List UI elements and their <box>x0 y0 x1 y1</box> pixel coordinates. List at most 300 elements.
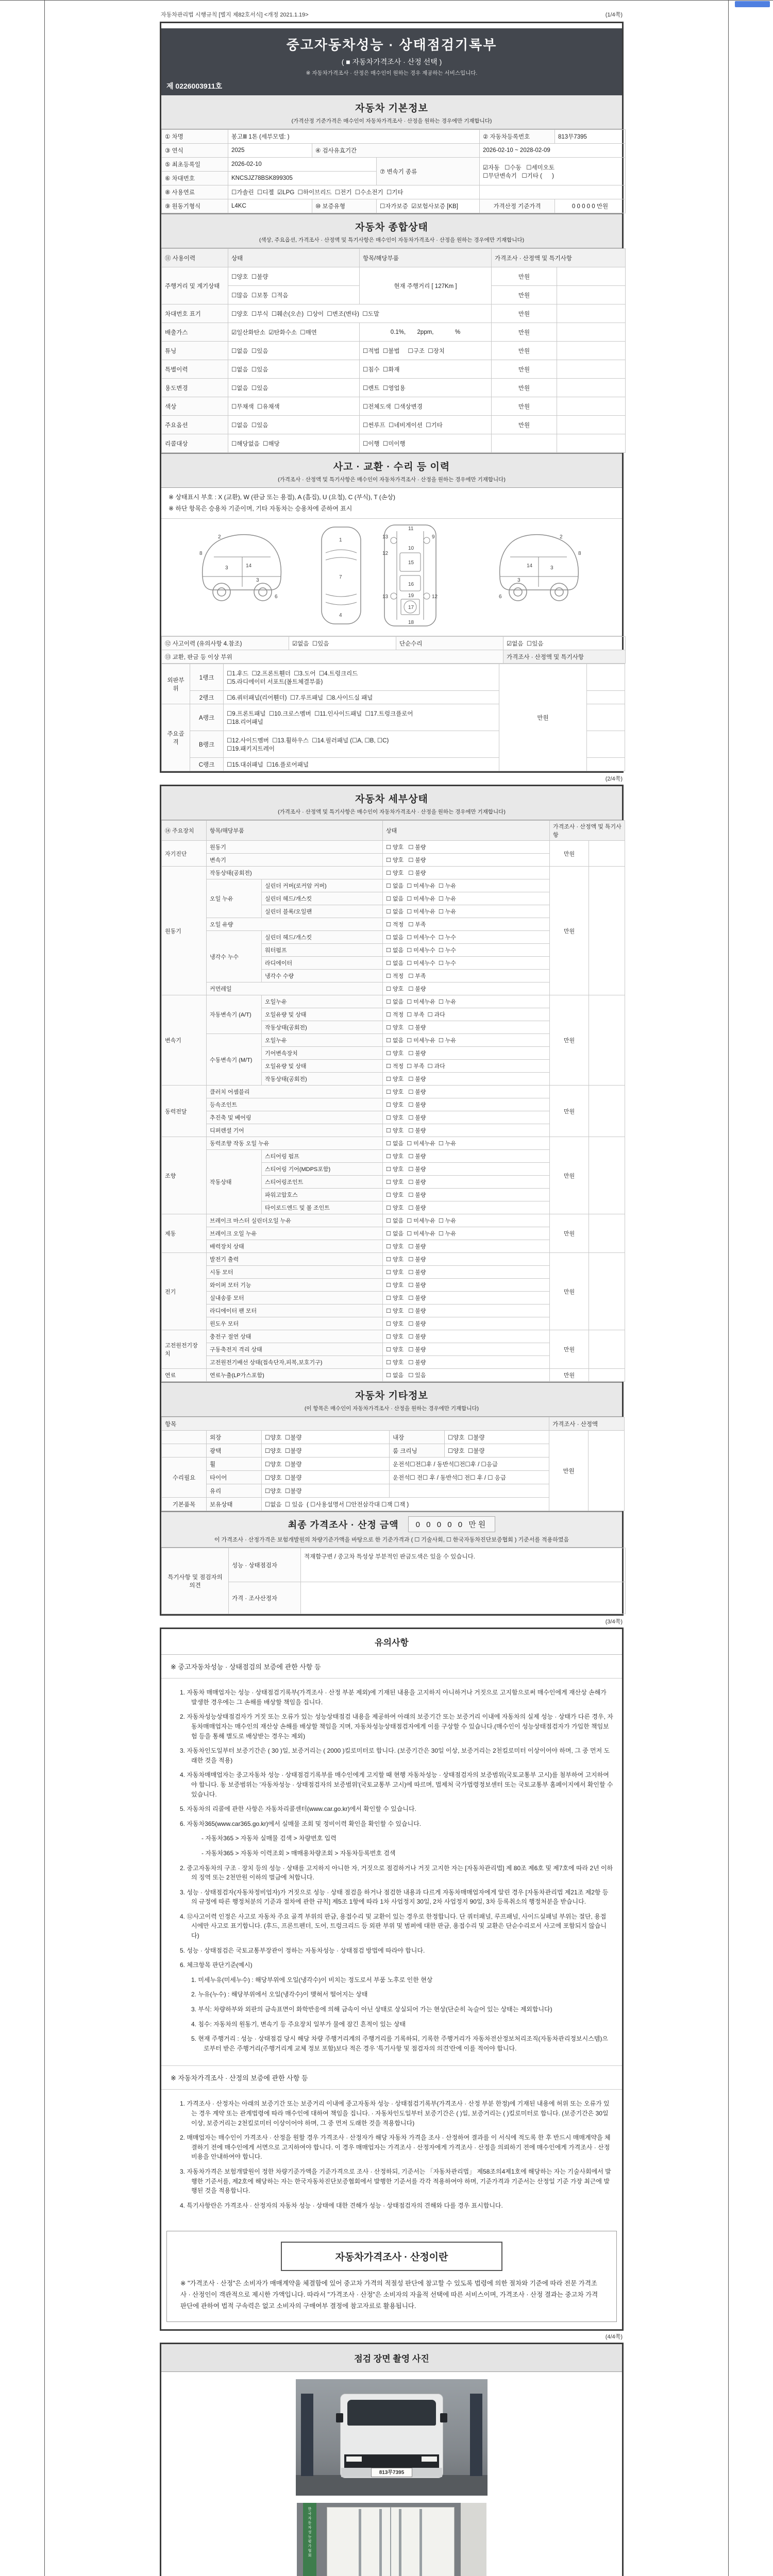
inspection-photo-front <box>296 2379 488 2496</box>
item-cell: 기어변속장치 <box>262 1047 383 1060</box>
state-checkboxes[interactable]: ☐ 양호 ☐ 불량 <box>383 1356 550 1369</box>
page-marker-1: (1/4쪽) <box>605 12 623 18</box>
empty-cell <box>589 841 625 867</box>
group-electric: 전기 <box>162 1253 207 1330</box>
page-2 <box>160 785 624 1616</box>
empty-cell <box>587 664 625 691</box>
table-row <box>162 416 626 434</box>
table-row <box>162 664 625 691</box>
accident-title: 사고 · 교환 · 수리 등 이력 <box>333 462 450 472</box>
item-cell: 스티어링조인트 <box>262 1176 383 1189</box>
state-checkboxes[interactable]: ☐ 양호 ☐ 불량 <box>383 1266 550 1279</box>
state-checkboxes[interactable]: ☐ 없음 ☐ 미세누유 ☐ 누유 <box>383 1034 550 1047</box>
notice-section-1: ※ 중고자동차성능 · 상태점검의 보증에 관한 사항 등 <box>161 1655 622 1679</box>
item-cell: 시동 모터 <box>207 1266 383 1279</box>
transmission-checkboxes[interactable] <box>480 158 626 185</box>
sub-oil-leak: 오일 누유 <box>207 879 262 918</box>
photo-floor <box>296 2475 488 2496</box>
item-cell: 파워고압호스 <box>262 1189 383 1201</box>
state-checkboxes[interactable]: ☐ 없음 ☐ 미세누유 ☐ 누유 <box>383 879 550 892</box>
item-cell: 실린더 헤드/개스킷 <box>262 892 383 905</box>
accident-history-checkboxes[interactable]: ☑없음 ☐있음 <box>289 637 396 650</box>
state-checkboxes[interactable]: ☐ 적정 ☐ 부족 ☐ 과다 <box>383 1008 550 1021</box>
item-cell: 오일유량 및 상태 <box>262 1008 383 1021</box>
cargo-door-split <box>390 2507 391 2576</box>
truck-headlight-left <box>346 2456 362 2462</box>
col-device: ⑭ 주요장치 <box>162 821 207 841</box>
wheel-position-checkboxes[interactable]: 운전석☐전☐후 / 동반석☐전☐후 / ☐응급 <box>390 1458 549 1471</box>
door-lock-rod <box>379 2509 382 2576</box>
state-checkboxes[interactable]: ☐ 양호 ☐ 불량 <box>383 982 550 995</box>
empty-cell <box>589 867 625 995</box>
price-cell: 만원 <box>550 1369 589 1382</box>
rankC-checkboxes[interactable]: ☐15.대쉬패널 ☐16.플로어패널 <box>224 758 499 771</box>
item-cell: 실린더 커버(로커암 커버) <box>262 879 383 892</box>
empty-cell <box>557 286 626 304</box>
state-checkboxes[interactable]: ☐ 양호 ☐ 불량 <box>383 1253 550 1266</box>
first-reg-label: ⑤ 최초등록일 <box>162 158 228 172</box>
price-cell: 만원 <box>492 286 557 304</box>
post-association-text: 한국자동차성능평가협회 <box>308 2506 311 2558</box>
state-checkboxes[interactable]: ☐ 양호 ☐ 불량 <box>383 1073 550 1086</box>
recall-state[interactable]: ☐해당없음 ☐해당 <box>228 434 360 453</box>
holding-state-checkboxes[interactable]: ☐없음 ☐ 있음 ( ☐사용설명서 ☐안전삼각대 ☐잭 ☐잭 ) <box>262 1498 549 1511</box>
item-cell: 라디에이터 팬 모터 <box>207 1304 383 1317</box>
group-steering: 조향 <box>162 1137 207 1214</box>
table-row <box>162 304 626 323</box>
svg-text:2: 2 <box>560 534 563 540</box>
item-cell: 작동상태(공회전) <box>262 1073 383 1086</box>
price-cell: 만원 <box>550 995 589 1086</box>
sub-coolant-leak: 냉각수 누수 <box>207 931 262 982</box>
svg-text:6: 6 <box>499 594 502 600</box>
mileage-state-2[interactable]: ☐많음 ☐보통 ☐적음 <box>228 286 360 304</box>
svg-text:14: 14 <box>246 563 252 569</box>
state-checkboxes[interactable]: ☐ 양호 ☐ 불량 <box>383 1150 550 1163</box>
notice-item: 3. 자동차인도일부터 보증기간은 ( 30 )일, 보증거리는 ( 2000 )킬로미터로 합니다. (보증기간은 30일 이상, 보증거리는 2천킬로미터 이상이어야 하며, 그 중 먼저 도래한 것을 적용) <box>180 1747 610 1764</box>
empty-cell <box>587 691 625 704</box>
table-row <box>162 185 626 199</box>
price-cell: 만원 <box>550 1253 589 1330</box>
transmission-line2[interactable]: ☐무단변속기 ☐기타 ( ) <box>483 173 554 179</box>
polish-label: 광택 <box>207 1444 262 1458</box>
table-row <box>162 199 626 213</box>
tire-checkboxes[interactable]: ☐양호 ☐불량 <box>262 1471 390 1484</box>
price-cell: 만원 <box>550 841 589 867</box>
color-state[interactable]: ☐무채색 ☐유채색 <box>228 397 360 416</box>
main-option-parts[interactable]: ☐썬루프 ☐네비게이션 ☐기타 <box>360 416 492 434</box>
usage-change-parts[interactable]: ☐렌트 ☐영업용 <box>360 379 492 397</box>
inspection-photo-rear <box>297 2503 486 2576</box>
svg-text:13: 13 <box>382 534 389 540</box>
state-checkboxes[interactable]: ☐ 양호 ☐ 불량 <box>383 1124 550 1137</box>
etc-band <box>161 1382 622 1417</box>
sub-at: 자동변속기 (A/T) <box>207 995 262 1034</box>
table-header-row <box>162 1417 625 1431</box>
table-row <box>162 342 626 360</box>
emission-label: 배출가스 <box>162 323 228 342</box>
table-header-row <box>162 249 626 267</box>
rank1-line1[interactable]: ☐1.후드 ☐2.프론트휀더 ☐3.도어 ☐4.트렁크리드 <box>227 670 358 677</box>
rankA-label: A랭크 <box>190 704 224 731</box>
form-rule-note: 자동차관리법 시행규칙 [별지 제82호서식] <개정 2021.1.19> <box>161 12 309 18</box>
legend-line-1: ※ 상태표시 부호 : X (교환), W (판금 또는 용접), A (흠집), U (요철), C (부식), T (손상) <box>169 494 395 501</box>
item-cell: 스티어링 펌프 <box>262 1150 383 1163</box>
item-cell: 커먼레일 <box>207 982 383 995</box>
table-row <box>162 267 626 286</box>
fuel-checkboxes[interactable]: ☐가솔린 ☐디젤 ☑LPG ☐하이브리드 ☐전기 ☐수소전기 ☐기타 <box>228 185 480 199</box>
empty-cell <box>557 379 626 397</box>
notice-item: 4. 자동차매매업자는 중고자동차 성능 · 상태점검기록부를 매수인에게 고지할 때 현행 자동차성능 · 상태점검자의 보증범위(국토교통부 고시)를 첨부하여 고지하여야 합니다. 동 보증범위는 '자동차성능 · 상태점검자의 보증범위'(국토교통부 고시)에 따르며, 법제처 국가법령정보센터 또는 국토교통부 홈페이지에서 확인할 수 있습니다. <box>180 1771 613 1798</box>
legend-line-2: ※ 하단 항목은 승용차 기준이며, 기타 자동차는 승용차에 준하여 표시 <box>169 504 352 512</box>
svg-text:1: 1 <box>339 537 342 544</box>
state-checkboxes[interactable]: ☐ 양호 ☐ 불량 <box>383 1343 550 1356</box>
detail-note: (가격조사 · 산정액 및 특기사항은 매수인이 자동차가격조사 · 산정을 원하는 경우에만 기재합니다) <box>278 809 506 816</box>
empty-cell <box>589 995 625 1086</box>
table-row <box>162 144 626 158</box>
rankC-label: C랭크 <box>190 758 224 771</box>
car-damage-diagram <box>161 519 622 636</box>
state-checkboxes[interactable]: ☐ 적정 ☐ 부족 <box>383 970 550 982</box>
rankA-line2[interactable]: ☐18.리어패널 <box>227 719 263 725</box>
recall-parts[interactable]: ☐이행 ☐미이행 <box>360 434 492 453</box>
col-item: 항목/해당부품 <box>207 821 383 841</box>
svg-text:10: 10 <box>408 546 414 552</box>
svg-text:15: 15 <box>408 560 414 566</box>
state-checkboxes[interactable]: ☐ 없음 ☐ 미세누유 ☐ 누유 <box>383 995 550 1008</box>
state-checkboxes[interactable]: ☐ 없음 ☐ 미세누수 ☐ 누수 <box>383 944 550 957</box>
svg-text:9: 9 <box>432 534 435 540</box>
fuel-label: ⑧ 사용연료 <box>162 185 228 199</box>
final-price-band <box>161 1511 622 1548</box>
photo-section-title: 점검 장면 촬영 사진 <box>161 2344 622 2372</box>
item-cell: 작동상태(공회전) <box>207 867 383 879</box>
special-history-parts[interactable]: ☐침수 ☐화재 <box>360 360 492 379</box>
detail-title: 자동차 세부상태 <box>355 794 428 805</box>
appraiser-label: 가격 · 조사산정자 <box>229 1582 301 1614</box>
notice-item: - 자동차365 > 자동차 실매물 검색 > 차량번호 입력 <box>201 1835 337 1842</box>
warranty-label: ⑩ 보증유형 <box>312 199 377 213</box>
rank2-checkboxes[interactable]: ☐6.쿼터패널(리어휀더) ☐7.루프패널 ☐8.사이드실 패널 <box>224 691 499 704</box>
svg-text:3: 3 <box>225 565 228 571</box>
year-label: ③ 연식 <box>162 144 228 158</box>
special-history-label: 특별이력 <box>162 360 228 379</box>
notice-item: 1. 미세누유(미세누수) : 해당부위에 오일(냉각수)이 비치는 정도로서 부품 노후로 인한 현상 <box>191 1976 433 1984</box>
table-row <box>162 379 626 397</box>
item-cell: 윈도우 모터 <box>207 1317 383 1330</box>
item-cell: 연료누출(LP가스포함) <box>207 1369 383 1382</box>
report-service-note: ※ 자동차가격조사 · 산정은 매수인이 원하는 경우 제공하는 서비스입니다. <box>306 70 478 76</box>
item-cell: 추진축 및 베어링 <box>207 1111 383 1124</box>
item-cell: 오일유량 및 상태 <box>262 1060 383 1073</box>
empty-cell <box>589 1330 625 1369</box>
empty-cell <box>390 1484 549 1498</box>
first-reg-value: 2026-02-10 <box>228 158 377 172</box>
state-checkboxes[interactable]: ☐ 양호 ☐ 불량 <box>383 1086 550 1098</box>
rankA-checkboxes[interactable] <box>224 704 499 731</box>
engine-type-value: L4KC <box>228 199 312 213</box>
state-checkboxes[interactable]: ☐ 없음 ☐ 미세누수 ☐ 누수 <box>383 957 550 970</box>
document-number: 제 0226003911호 <box>166 82 223 90</box>
recall-label: 리콜대상 <box>162 434 228 453</box>
vin-mark-label: 차대번호 표기 <box>162 304 228 323</box>
table-row <box>162 434 626 453</box>
room-cleaning-checkboxes[interactable]: ☐양호 ☐불량 <box>445 1444 549 1458</box>
table-row <box>162 637 626 650</box>
notice-item: 6. 자동차365(www.car365.go.kr)에서 실매물 조회 및 정비이력 확인을 확인할 수 있습니다. <box>180 1820 422 1827</box>
notice-body-1 <box>161 1679 622 2065</box>
truck-headlight-right <box>422 2456 437 2462</box>
state-checkboxes[interactable]: ☐ 양호 ☐ 불량 <box>383 1021 550 1034</box>
table-row <box>162 1582 626 1614</box>
etc-col-item: 항목 <box>162 1417 549 1431</box>
svg-text:4: 4 <box>339 613 342 619</box>
empty-cell <box>480 185 626 199</box>
appraiser-opinion <box>301 1582 626 1614</box>
main-option-state[interactable]: ☐없음 ☐있음 <box>228 416 360 434</box>
notice-item: 2. 자동차성능상태점검자가 거짓 또는 오류가 있는 성능상태점검 내용을 제공하여 아래의 보증기간 또는 보증거리 이내에 자동차의 실제 성능 · 상태가 다른 경우, 자동차매매업자는 매수인의 재산상 손해를 배상할 책임을 지며, 자동차성능상태점검자에게 이를 구상할 수 있습니다.(매수인이 성능상태점검자가 가입한 책임보험 등을 통해 별도로 배상받는 경우는 제외) <box>180 1713 613 1740</box>
table-row <box>162 360 626 379</box>
engine-type-label: ⑨ 원동기형식 <box>162 199 228 213</box>
overall-band <box>161 213 622 248</box>
table-row <box>162 158 626 172</box>
item-cell: 실린더 블록/오일팬 <box>262 905 383 918</box>
notice-item: 3. 부식: 차량하부와 외판의 금속표면이 화학반응에 의해 금속이 아닌 상태로 상실되어 가는 현상(단순히 녹슬어 있는 상태는 제외합니다) <box>191 2006 552 2013</box>
color-label: 색상 <box>162 397 228 416</box>
price-cell: 만원 <box>492 360 557 379</box>
final-price-value: 0 0 0 0 0 만원 <box>408 1516 496 1532</box>
item-cell: 고전원전기배선 상태(접속단자,피복,보호기구) <box>207 1356 383 1369</box>
price-cell: 만원 <box>492 397 557 416</box>
notice-item: 3. 성능 · 상태점검자(자동차정비업자)가 거짓으로 성능 · 상태 점검을 하거나 점검한 내용과 다르게 자동차매매업자에게 알린 경우 [자동차관리법 제21조 제2항 등의 규정에 따른 행정처분의 기준과 절차에 관한 규칙] 제5조 1항에 따라 1차 사업정지 30일, 2차 사업정지 90일, 3차 등록취소의 행정처분을 받습니다. <box>180 1888 609 1906</box>
state-checkboxes[interactable]: ☐ 양호 ☐ 불량 <box>383 1176 550 1189</box>
svg-text:3: 3 <box>256 578 259 584</box>
item-cell: 타이로드엔드 및 볼 조인트 <box>262 1201 383 1214</box>
overall-title: 자동차 종합상태 <box>355 222 428 233</box>
vin-label: ⑥ 차대번호 <box>162 172 228 185</box>
etc-table <box>161 1417 625 1511</box>
rank1-checkboxes[interactable] <box>224 664 499 691</box>
simple-repair-checkboxes[interactable]: ☑없음 ☐있음 <box>503 637 626 650</box>
panel-rank-table <box>161 664 625 771</box>
item-cell: 브레이크 오일 누유 <box>207 1227 383 1240</box>
transmission-line1[interactable]: ☑자동 ☐수동 ☐세미오토 <box>483 164 554 171</box>
item-cell: 배력장치 상태 <box>207 1240 383 1253</box>
mileage-current: 현재 주행거리 [ 127Km ] <box>360 267 492 304</box>
main-option-label: 주요옵션 <box>162 416 228 434</box>
inspection-label: ④ 검사유효기간 <box>312 144 480 158</box>
page-left-border <box>44 0 45 2576</box>
emission-checkboxes[interactable]: ☑일산화탄소 ☑탄화수소 ☐매연 <box>228 323 360 342</box>
state-checkboxes[interactable]: ☐ 양호 ☐ 불량 <box>383 1189 550 1201</box>
item-cell: 변속기 <box>207 854 383 867</box>
vin-mark-checkboxes[interactable]: ☐양호 ☐부식 ☐훼손(오손) ☐상이 ☐변조(변타) ☐도말 <box>228 304 492 323</box>
item-cell: 와이퍼 모터 기능 <box>207 1279 383 1292</box>
truck-windshield <box>347 2400 436 2426</box>
item-cell: 스티어링 기어(MDPS포함) <box>262 1163 383 1176</box>
wheel-label: 휠 <box>207 1458 262 1471</box>
price-cell: 만원 <box>550 867 589 995</box>
state-checkboxes[interactable]: ☐ 없음 ☐ 미세누유 ☐ 누유 <box>383 1137 550 1150</box>
price-cell: 만원 <box>492 304 557 323</box>
door-lock-rod <box>419 2509 422 2576</box>
background-car <box>461 2503 486 2576</box>
accident-note: (가격조사 · 산정액 및 특기사항은 매수인이 자동차가격조사 · 산정을 원하는 경우에만 기재합니다) <box>278 477 506 483</box>
state-checkboxes[interactable]: ☐ 없음 ☐ 미세누유 ☐ 누유 <box>383 1227 550 1240</box>
state-checkboxes[interactable]: ☐ 양호 ☐ 불량 <box>383 1240 550 1253</box>
state-checkboxes[interactable]: ☐ 없음 ☐ 미세누유 ☐ 누유 <box>383 892 550 905</box>
state-checkboxes[interactable]: ☐ 양호 ☐ 불량 <box>383 1279 550 1292</box>
state-checkboxes[interactable]: ☐ 양호 ☐ 불량 <box>383 867 550 879</box>
emission-values: 0.1%, 2ppm, % <box>360 323 492 342</box>
state-checkboxes[interactable]: ☐ 양호 ☐ 불량 <box>383 854 550 867</box>
state-checkboxes[interactable]: ☐ 양호 ☐ 불량 <box>383 1111 550 1124</box>
rankB-line2[interactable]: ☐19.패키지트레이 <box>227 745 275 752</box>
state-checkboxes[interactable]: ☐ 적정 ☐ 부족 ☐ 과다 <box>383 1060 550 1073</box>
viewer-chip[interactable] <box>735 1 770 7</box>
warranty-checkboxes[interactable]: ☐자가보증 ☑보험사보증 [KB] <box>377 199 480 213</box>
tuning-kind[interactable]: ☐구조 ☐장치 <box>408 348 445 354</box>
rank1-line2[interactable]: ☐5.라디에이터 서포트(볼트체결부품) <box>227 679 323 685</box>
group-fuel: 연료 <box>162 1369 207 1382</box>
car-name-value: 봉고Ⅲ 1톤 (세부모델: ) <box>228 130 480 144</box>
empty-cell <box>492 434 557 453</box>
item-cell: 등속조인트 <box>207 1098 383 1111</box>
holding-state-label: 보유상태 <box>207 1498 262 1511</box>
wheel-checkboxes[interactable]: ☐양호 ☐불량 <box>262 1458 390 1471</box>
page-marker-2: (2/4쪽) <box>605 776 623 783</box>
remarks-table <box>161 1548 626 1614</box>
price-definition-title: 자동차가격조사 · 산정이란 <box>281 2242 502 2271</box>
overall-table <box>161 248 626 453</box>
tuning-legal[interactable]: ☐적법 ☐불법 <box>363 348 400 354</box>
tuning-state[interactable]: ☐없음 ☐있음 <box>228 342 360 360</box>
rankB-line1[interactable]: ☐12.사이드멤버 ☐13.휠하우스 ☐14.필러패널 (☐A, ☐B, ☐C) <box>227 737 389 744</box>
svg-text:12: 12 <box>382 551 389 557</box>
state-checkboxes[interactable]: ☐ 양호 ☐ 불량 <box>383 1163 550 1176</box>
sub-mt: 수동변속기 (M/T) <box>207 1034 262 1086</box>
rankA-line1[interactable]: ☐9.프론트패널 ☐10.크로스멤버 ☐11.인사이드패널 ☐17.트렁크플로어 <box>227 710 413 717</box>
empty-cell <box>587 731 625 758</box>
svg-text:2: 2 <box>218 534 221 540</box>
main-frame-label: 주요골격 <box>162 704 190 771</box>
svg-text:19: 19 <box>408 593 414 599</box>
group-powertrain: 동력전달 <box>162 1086 207 1137</box>
svg-text:18: 18 <box>408 620 414 626</box>
state-checkboxes[interactable]: ☐ 없음 ☐ 미세누수 ☐ 누수 <box>383 931 550 944</box>
reg-no-label: ② 자동차등록번호 <box>480 130 555 144</box>
notice-item: 4. 침수: 자동차의 원동기, 변속기 등 주요장치 일부가 물에 잠긴 흔적이 있는 상태 <box>191 2020 406 2028</box>
truck-mirror-right <box>440 2413 447 2422</box>
svg-text:3: 3 <box>517 578 520 584</box>
state-checkboxes[interactable]: ☐ 양호 ☐ 불량 <box>383 1201 550 1214</box>
exterior-checkboxes[interactable]: ☐양호 ☐불량 <box>262 1431 390 1444</box>
price-cell: 만원 <box>492 416 557 434</box>
page-marker-4: (4/4쪽) <box>605 2333 623 2340</box>
price-cell: 만원 <box>549 1431 589 1511</box>
state-checkboxes[interactable]: ☐ 양호 ☐ 불량 <box>383 1047 550 1060</box>
table-row <box>162 1548 626 1582</box>
mileage-state-1[interactable]: ☐양호 ☐불량 <box>228 267 360 286</box>
special-history-state[interactable]: ☐없음 ☐있음 <box>228 360 360 379</box>
table-row <box>162 397 626 416</box>
rankB-checkboxes[interactable] <box>224 731 499 758</box>
price-cell: 만원 <box>499 664 587 771</box>
final-price-note[interactable]: 이 가격조사 · 산정가격은 보험개발원의 차량기준가액을 바탕으로 한 기준가격과 ( ☐ 기술사회, ☐ 한국자동차진단보증협회 ) 기준서를 적용하였음 <box>214 1537 569 1544</box>
empty-cell <box>162 1444 207 1458</box>
accident-history-label: ⑫ 사고이력 (유의사항 4.참조) <box>162 637 289 650</box>
svg-text:14: 14 <box>527 563 533 569</box>
exchange-section-label: ⑬ 교환, 판금 등 이상 부위 <box>162 650 503 664</box>
table-row <box>162 650 626 664</box>
group-highvoltage: 고전원전기장치 <box>162 1330 207 1369</box>
item-cell: 디퍼렌셜 기어 <box>207 1124 383 1137</box>
state-checkboxes[interactable]: ☐ 적정 ☐ 부족 <box>383 918 550 931</box>
inspector-opinion: 적재함구변 / 중고차 특성상 부분적인 판금도색은 있을 수 있습니다. <box>301 1548 626 1582</box>
accident-history-table <box>161 636 626 664</box>
svg-text:3: 3 <box>550 565 553 571</box>
group-brake: 제동 <box>162 1214 207 1253</box>
state-checkboxes[interactable]: ☐ 양호 ☐ 불량 <box>383 1098 550 1111</box>
price-cell: 만원 <box>550 1086 589 1137</box>
state-checkboxes[interactable]: ☐ 없음 ☐ 미세누유 ☐ 누유 <box>383 1214 550 1227</box>
color-parts[interactable]: ☐전체도색 ☐색상변경 <box>360 397 492 416</box>
col-state: 상태 <box>383 821 550 841</box>
polish-checkboxes[interactable]: ☐양호 ☐불량 <box>262 1444 390 1458</box>
header-stripe <box>161 26 622 28</box>
empty-cell <box>587 758 625 771</box>
item-cell: 오일누유 <box>262 1034 383 1047</box>
state-checkboxes[interactable]: ☐ 양호 ☐ 불량 <box>383 1317 550 1330</box>
detail-table <box>161 820 625 1382</box>
tire-position-checkboxes[interactable]: 운전석☐ 전☐ 후 / 동반석☐ 전☐ 후 / ☐ 응급 <box>390 1471 549 1484</box>
notice-title: 유의사항 <box>161 1629 622 1655</box>
price-cell: 만원 <box>492 379 557 397</box>
empty-cell <box>557 397 626 416</box>
accident-legend <box>161 488 622 519</box>
basic-info-title: 자동차 기본정보 <box>355 103 428 114</box>
page-4 <box>160 2343 624 2576</box>
state-checkboxes[interactable]: ☐ 양호 ☐ 불량 <box>383 1330 550 1343</box>
base-price-value: 0 0 0 0 0 만원 <box>555 199 626 213</box>
interior-label: 내장 <box>390 1431 445 1444</box>
report-document <box>160 10 624 2576</box>
usage-change-state[interactable]: ☐없음 ☐있음 <box>228 379 360 397</box>
item-cell: 워터펌프 <box>262 944 383 957</box>
state-checkboxes[interactable]: ☐ 없음 ☐ 미세누유 ☐ 누유 <box>383 905 550 918</box>
item-cell: 클러치 어셈블리 <box>207 1086 383 1098</box>
empty-cell <box>557 267 626 286</box>
state-checkboxes[interactable]: ☐ 양호 ☐ 불량 <box>383 1304 550 1317</box>
notice-item: - 자동차365 > 자동차 이력조회 > 매매용차량조회 > 자동차등록번호 검색 <box>201 1849 396 1857</box>
state-checkboxes[interactable]: ☐ 양호 ☐ 불량 <box>383 1292 550 1304</box>
glass-checkboxes[interactable]: ☐양호 ☐불량 <box>262 1484 390 1498</box>
glass-label: 유리 <box>207 1484 262 1498</box>
exchange-price-head: 가격조사 · 산정액 및 특기사항 <box>503 650 626 664</box>
interior-checkboxes[interactable]: ☐양호 ☐불량 <box>445 1431 549 1444</box>
table-header-row <box>162 821 625 841</box>
notice-item: 6. 체크항목 판단기준(예시) <box>180 1961 253 1969</box>
state-checkboxes[interactable]: ☐ 없음 ☐ 있음 <box>383 1369 550 1382</box>
lift-post-right <box>470 2394 482 2476</box>
svg-text:8: 8 <box>578 551 581 557</box>
tuning-parts[interactable] <box>360 342 492 360</box>
transmission-label: ⑦ 변속기 종류 <box>377 158 480 185</box>
group-selfdiag: 자기진단 <box>162 841 207 867</box>
notice-item: 2. 매매업자는 매수인이 가격조사 · 산정을 원할 경우 가격조사 · 산정자가 해당 자동차 가격을 조사 · 산정하여 결과를 이 서식에 적도록 한 후 반드시 매매계약을 체결하기 전에 매수인에게 서면으로 고지하여야 합니다. 이 경우 매매업자는 가격조사 · 산정자에게 가격조사 · 산정을 의뢰하기 전에 매수인에게 가격조사 · 산정 비용을 안내하여야 합니다. <box>180 2134 611 2161</box>
state-checkboxes[interactable]: ☐ 양호 ☐ 불량 <box>383 841 550 854</box>
svg-text:8: 8 <box>199 551 203 557</box>
